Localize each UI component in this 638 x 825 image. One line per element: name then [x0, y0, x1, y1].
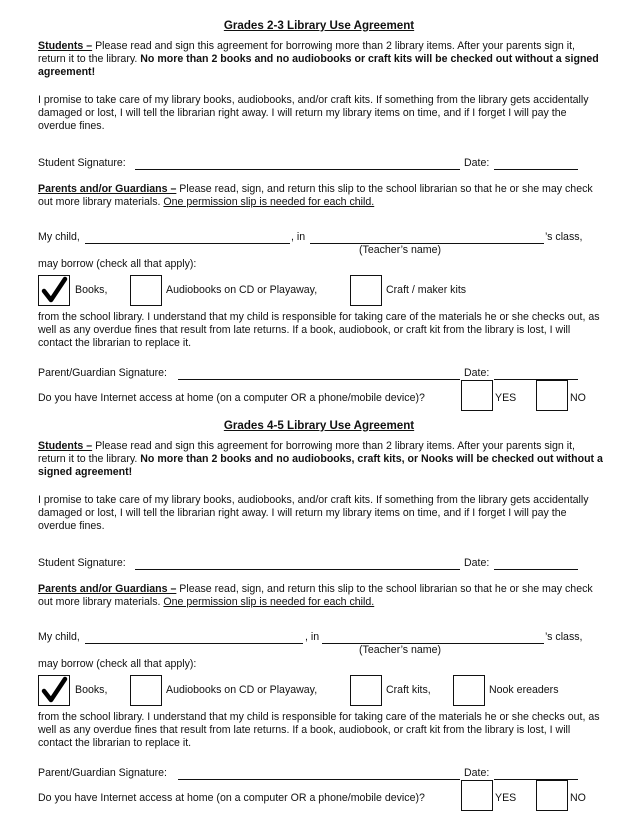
student-promise: I promise to take care of my library books, audiobooks, and/or craft kits. If something from the library gets accidentally damaged or lost, I will tell the librarian right away. I will return my library items on time, and if I forget I will pay the overdue fines.	[38, 94, 589, 132]
in-label: , in	[291, 231, 306, 243]
section-title: Grades 4-5 Library Use Agreement	[223, 419, 415, 432]
student-signature-field[interactable]	[135, 558, 460, 570]
parents-instructions	[38, 183, 603, 209]
nook-ereaders-option-label: Nook ereaders	[489, 684, 559, 696]
books-checkbox[interactable]	[38, 675, 70, 706]
parents-instructions	[38, 583, 603, 609]
internet-yes-checkbox[interactable]	[461, 780, 493, 811]
students-label: Students –	[38, 40, 93, 52]
parent-signature-field[interactable]	[178, 368, 460, 380]
books-checkbox[interactable]	[38, 275, 70, 306]
students-text: Please read and sign this agreement for borrowing more than 2 library items. After your parents sign it, return it to the library.	[38, 40, 575, 65]
audiobooks-checkbox[interactable]	[130, 275, 162, 306]
no-label: NO	[570, 392, 586, 404]
child-name-field[interactable]	[85, 232, 290, 244]
parent-signature-label: Parent/Guardian Signature:	[38, 767, 167, 779]
students-label: Students –	[38, 440, 93, 452]
child-name-field[interactable]	[85, 632, 303, 644]
section-title: Grades 2-3 Library Use Agreement	[223, 19, 415, 32]
yes-label: YES	[495, 392, 517, 404]
student-date-field[interactable]	[494, 158, 578, 170]
date-label: Date:	[464, 557, 490, 569]
parent-signature-label: Parent/Guardian Signature:	[38, 367, 167, 379]
yes-label: YES	[495, 792, 517, 804]
teacher-name-caption: (Teacher’s name)	[359, 244, 442, 256]
in-label: , in	[305, 631, 320, 643]
craft-kits-checkbox[interactable]	[350, 275, 382, 306]
books-option-label: Books,	[75, 684, 108, 696]
no-label: NO	[570, 792, 586, 804]
parent-agreement-text: from the school library. I understand that my child is responsible for taking care of the materials he or she checks out, as well as any overdue fines that result from late returns. If a book, audiobook, or craft kit from the library is lost, I will contact the librarian to replace it.	[38, 711, 600, 749]
students-instructions	[38, 440, 603, 479]
students-text: Please read and sign this agreement for borrowing more than 2 library items. After your parents sign it, return it to the library.	[38, 440, 575, 465]
student-signature-label: Student Signature:	[38, 157, 126, 169]
internet-question: Do you have Internet access at home (on a computer OR a phone/mobile device)?	[38, 792, 425, 804]
audiobooks-option-label: Audiobooks on CD or Playaway,	[166, 284, 318, 296]
parents-text: Please read, sign, and return this slip to the school librarian so that he or she may check out more library materials.	[38, 183, 593, 208]
class-suffix: ’s class,	[545, 631, 583, 643]
checkmark-icon	[39, 676, 69, 705]
parents-label: Parents and/or Guardians –	[38, 583, 177, 595]
class-suffix: ’s class,	[545, 231, 583, 243]
books-option-label: Books,	[75, 284, 108, 296]
date-label: Date:	[464, 157, 490, 169]
permission-note: One permission slip is needed for each child.	[163, 596, 375, 608]
parent-signature-field[interactable]	[178, 768, 460, 780]
agreement-section-grades-4-5	[0, 400, 638, 810]
student-signature-field[interactable]	[135, 158, 460, 170]
parents-label: Parents and/or Guardians –	[38, 183, 177, 195]
craft-kits-option-label: Craft / maker kits	[386, 284, 467, 296]
date-label: Date:	[464, 767, 490, 779]
student-date-field[interactable]	[494, 558, 578, 570]
student-promise: I promise to take care of my library books, audiobooks, and/or craft kits. If something from the library gets accidentally damaged or lost, I will tell the librarian right away. I will return my library items on time, and if I forget I will pay the overdue fines.	[38, 494, 589, 532]
teacher-name-field[interactable]	[310, 232, 544, 244]
internet-question: Do you have Internet access at home (on a computer OR a phone/mobile device)?	[38, 392, 425, 404]
students-warning: No more than 2 books and no audiobooks, craft kits, or Nooks will be checked out without a signed agreement!	[38, 453, 603, 478]
students-warning: No more than 2 books and no audiobooks or craft kits will be checked out without a signed agreement!	[38, 53, 599, 78]
craft-kits-option-label: Craft kits,	[386, 684, 431, 696]
parent-agreement-text: from the school library. I understand that my child is responsible for taking care of the materials he or she checks out, as well as any overdue fines that result from late returns. If a book, audiobook, or craft kit from the library is lost, I will contact the librarian to replace it.	[38, 311, 600, 349]
parents-text: Please read, sign, and return this slip to the school librarian so that he or she may check out more library materials.	[38, 583, 593, 608]
date-label: Date:	[464, 367, 490, 379]
student-signature-label: Student Signature:	[38, 557, 126, 569]
audiobooks-checkbox[interactable]	[130, 675, 162, 706]
craft-kits-checkbox[interactable]	[350, 675, 382, 706]
nook-ereaders-checkbox[interactable]	[453, 675, 485, 706]
students-instructions	[38, 40, 603, 79]
audiobooks-option-label: Audiobooks on CD or Playaway,	[166, 684, 318, 696]
my-child-label: My child,	[38, 231, 80, 243]
teacher-name-caption: (Teacher’s name)	[359, 644, 442, 656]
may-borrow-label: may borrow (check all that apply):	[38, 258, 197, 270]
may-borrow-label: may borrow (check all that apply):	[38, 658, 197, 670]
my-child-label: My child,	[38, 631, 80, 643]
teacher-name-field[interactable]	[322, 632, 544, 644]
permission-note: One permission slip is needed for each child.	[163, 196, 375, 208]
agreement-section-grades-2-3	[0, 0, 638, 410]
parent-date-field[interactable]	[494, 368, 578, 380]
internet-no-checkbox[interactable]	[536, 780, 568, 811]
parent-date-field[interactable]	[494, 768, 578, 780]
checkmark-icon	[39, 276, 69, 305]
